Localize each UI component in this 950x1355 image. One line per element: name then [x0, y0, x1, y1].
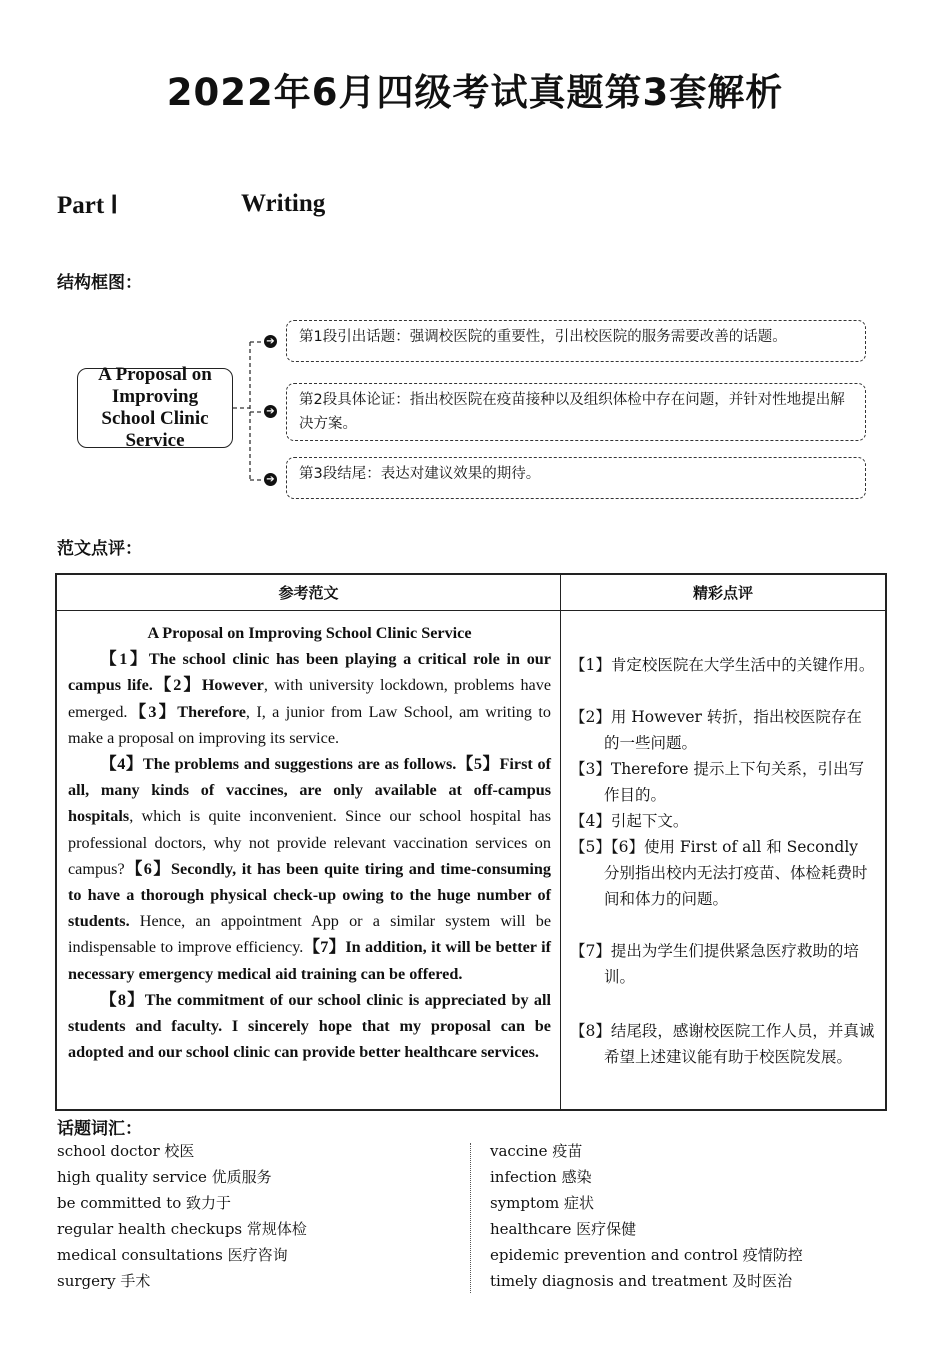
vocab-item: healthcare 医疗保健 [490, 1220, 637, 1238]
arrow-right-icon: ➔ [264, 335, 277, 348]
comment-8: 【8】结尾段，感谢校医院工作人员，并真诚希望上述建议能有助于校医院发展。 [570, 1022, 875, 1066]
vocab-item: school doctor 校医 [57, 1142, 195, 1160]
structure-heading: 结构框图： [57, 273, 142, 293]
comment-1: 【1】肯定校医院在大学生活中的关键作用。 [570, 656, 875, 674]
review-heading: 范文点评： [57, 539, 142, 559]
sentence-1: The school clinic has been playing a critical role in our campus life. [68, 650, 551, 695]
marker-3: 【3】 [127, 702, 178, 721]
sentence-2-keyword: However [201, 676, 264, 695]
structure-paragraph-3: 第3段结尾：表达对建议效果的期待。 [286, 457, 866, 499]
vocab-item: vaccine 疫苗 [490, 1142, 583, 1160]
essay-paragraph-1 [68, 646, 551, 751]
arrow-right-icon: ➔ [264, 405, 277, 418]
vocab-item: regular health checkups 常规体检 [57, 1220, 307, 1238]
marker-1: 【1】 [100, 650, 149, 669]
part-name: Writing [241, 190, 326, 217]
comment-7: 【7】提出为学生们提供紧急医疗救助的培训。 [570, 942, 859, 986]
sentence-6-rest: Hence, an appointment App or a similar system will be indispensable to improve efficiency. [68, 912, 551, 957]
structure-connectors [230, 320, 290, 500]
sentence-2: , with university lockdown, problems have emerged. [68, 676, 551, 721]
sentence-6: Secondly, it has been quite tiring and time-consuming to have a thorough physical check-up owing to the huge number of students. [68, 859, 552, 931]
arrow-right-icon: ➔ [264, 473, 277, 486]
essay-paragraph-3 [68, 987, 551, 1066]
vocab-item: symptom 症状 [490, 1194, 595, 1212]
column-header-essay: 参考范文 [56, 574, 561, 611]
structure-paragraph-2: 第2段具体论证：指出校医院在疫苗接种以及组织体检中存在问题，并针对性地提出解决方案。 [286, 383, 866, 441]
vocab-item: surgery 手术 [57, 1272, 151, 1290]
vocab-left-list [57, 1138, 457, 1294]
comment-3: 【3】Therefore 提示上下句关系，引出写作目的。 [570, 760, 865, 804]
sentence-3-keyword: Therefore [177, 702, 246, 721]
marker-2: 【2】 [152, 676, 202, 695]
vocab-divider [470, 1143, 471, 1293]
sentence-5: First of all, many kinds of vaccines, are only available at off-campus hospitals [68, 755, 551, 826]
marker-6: 【6】 [124, 859, 172, 878]
comment-5-6: 【5】【6】使用 First of all 和 Secondly 分别指出校内无法打疫苗、体检耗费时间和体力的问题。 [570, 838, 868, 908]
essay-title: A Proposal on Improving School Clinic Service [147, 624, 472, 642]
page-title: 2022年6月四级考试真题第3套解析 [166, 71, 784, 114]
part-label: Part Ⅰ [57, 192, 118, 219]
comment-list [562, 612, 884, 1108]
marker-5: 【5】 [456, 755, 500, 774]
column-header-comment: 精彩点评 [561, 574, 887, 611]
vocab-heading: 话题词汇： [57, 1119, 142, 1139]
essay-text [58, 612, 559, 1073]
essay-cell [56, 611, 561, 1111]
sentence-5-rest: , which is quite inconvenient. Since our school hospital has professional doctors, why not provide relevant vaccination services on campus? [68, 807, 551, 878]
essay-review-table [55, 573, 887, 1111]
marker-4: 【4】 [100, 755, 143, 774]
sentence-7: In addition, it will be better if necessary emergency medical aid training can be offered. [68, 938, 552, 983]
vocab-item: high quality service 优质服务 [57, 1168, 272, 1186]
structure-essay-title-text: A Proposal on Improving School Clinic Service [98, 364, 212, 451]
vocab-item: timely diagnosis and treatment 及时医治 [490, 1272, 793, 1290]
vocab-item: epidemic prevention and control 疫情防控 [490, 1246, 803, 1264]
vocab-item: medical consultations 医疗咨询 [57, 1246, 288, 1264]
comment-4: 【4】引起下文。 [570, 812, 689, 830]
vocab-item: infection 感染 [490, 1168, 592, 1186]
essay-paragraph-2 [68, 751, 551, 987]
comment-cell [561, 611, 887, 1111]
marker-7: 【7】 [303, 938, 346, 957]
sentence-3: , I, a junior from Law School, am writing to make a proposal on improving its service. [68, 702, 551, 747]
structure-paragraph-1: 第1段引出话题：强调校医院的重要性，引出校医院的服务需要改善的话题。 [286, 320, 866, 362]
structure-essay-title [77, 364, 233, 451]
sentence-4: The problems and suggestions are as follows. [142, 755, 457, 774]
sentence-8: The commitment of our school clinic is appreciated by all students and faculty. I sincerely hope that my proposal can be adopted and our school clinic can provide better healthcare services. [68, 990, 551, 1062]
vocab-item: be committed to 致力于 [57, 1194, 232, 1212]
comment-2: 【2】用 However 转折，指出校医院存在的一些问题。 [570, 708, 862, 752]
marker-8: 【8】 [100, 990, 145, 1009]
vocab-right-list [490, 1138, 910, 1294]
